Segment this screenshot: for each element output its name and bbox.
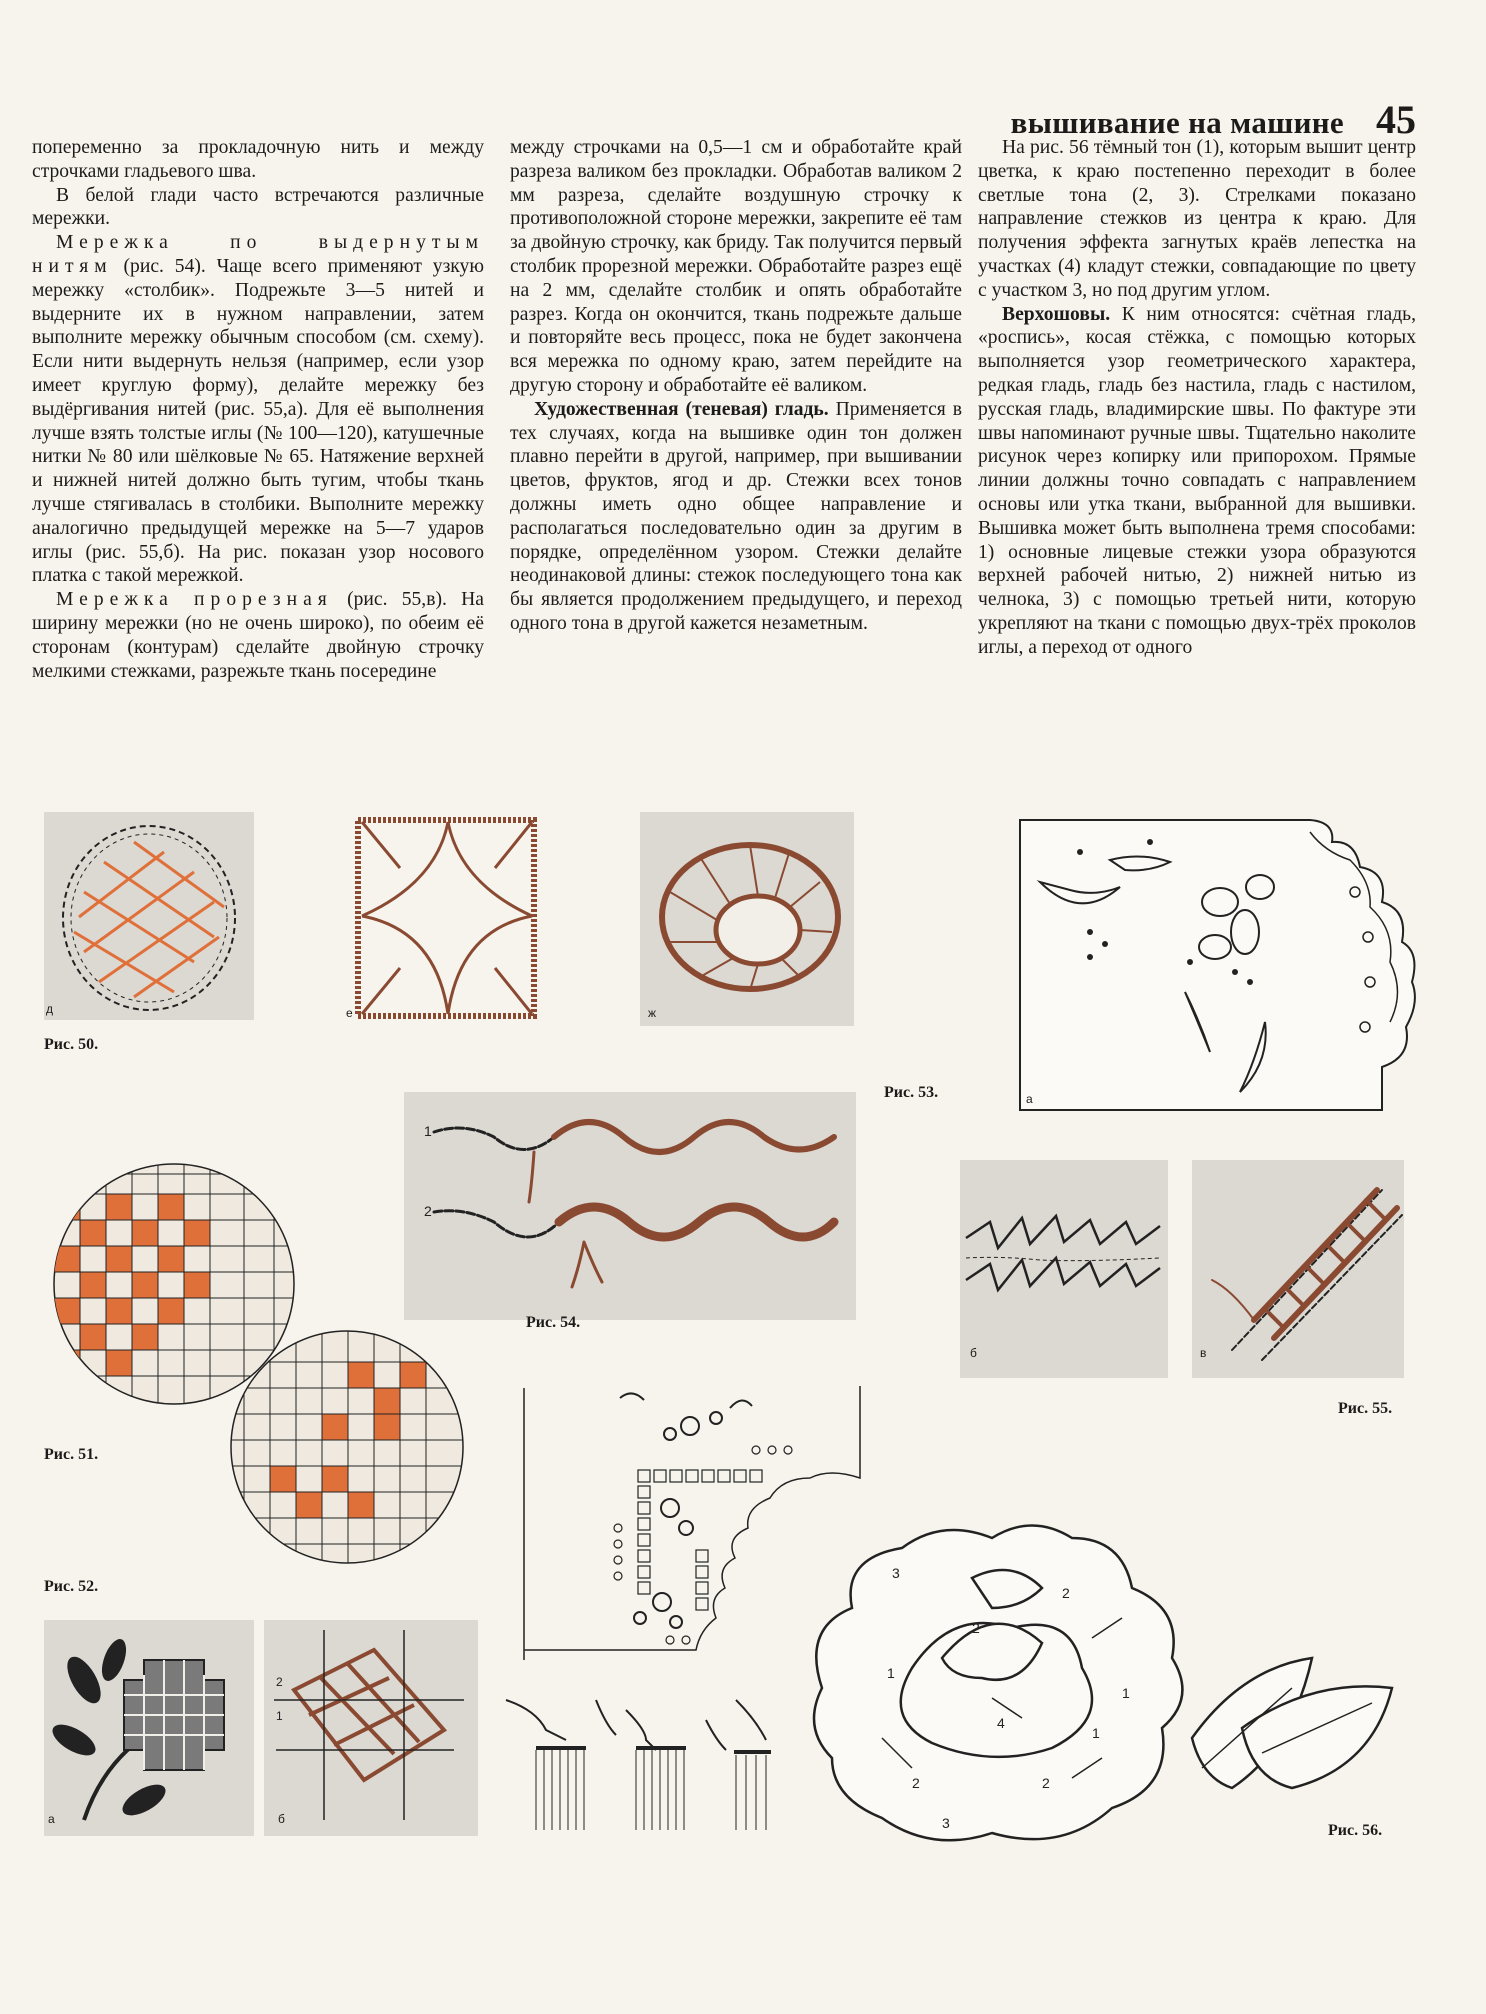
figure-caption: Рис. 53. xyxy=(884,1084,939,1101)
figure-52b-label-2: 2 xyxy=(276,1675,283,1689)
figure-52-checker-circle xyxy=(222,1322,472,1572)
rose-tone-label: 3 xyxy=(942,1815,950,1831)
figure-50d-oval-lattice xyxy=(44,812,254,1020)
term-heading: Верхошовы. xyxy=(1002,303,1111,325)
figure-54-label-2: 2 xyxy=(424,1203,432,1219)
figure-52b-brown-lattice xyxy=(264,1620,478,1836)
figure-52b-label-1: 1 xyxy=(276,1709,283,1723)
figure-letter: в xyxy=(1200,1346,1207,1360)
paragraph xyxy=(510,398,962,636)
rose-tone-label: 2 xyxy=(1042,1775,1050,1791)
figure-54-label-1: 1 xyxy=(424,1123,432,1139)
figure-53a-handkerchief-corner xyxy=(1010,812,1420,1114)
term-heading: Мережка прорезная xyxy=(56,589,333,611)
figure-caption: Рис. 51. xyxy=(44,1446,99,1463)
figure-caption: Рис. 56. xyxy=(1328,1822,1383,1839)
rose-tone-label: 2 xyxy=(912,1775,920,1791)
figure-52a-leaf-lattice xyxy=(44,1620,254,1836)
figure-55b-zigzag-mesh xyxy=(960,1160,1168,1378)
paragraph: между строчками на 0,5—1 см и обработайте край разреза валиком без прокладки. Обработав валиком 2 мм разреза, сделайте воздушную строчку к противоположной стороне мережки, закрепите её там за двойную строчку, как бриду. Так получится первый столбик прорезной мережки. Обработайте разрез ещё на 2 мм, сделайте столбик и опять обработайте разрез. Когда он окончится, ткань подрежьте дальше и повторяйте весь процесс, пока не будет закончена вся мережка по одному краю, затем перейдите на другую сторону и обработайте её валиком. xyxy=(510,137,962,396)
rose-tone-label: 1 xyxy=(1092,1725,1100,1741)
paragraph xyxy=(978,303,1416,660)
term-heading: Художественная (теневая) гладь. xyxy=(534,398,829,420)
text-column-3 xyxy=(978,136,1416,660)
figure-letter: д xyxy=(46,1002,54,1016)
figure-stitch-diagram xyxy=(496,1680,786,1830)
figure-letter: е xyxy=(346,1006,353,1020)
paragraph xyxy=(32,231,484,588)
figure-letter: б xyxy=(278,1812,285,1826)
figure-caption: Рис. 50. xyxy=(44,1036,99,1053)
paragraph-text: (рис. 54). Чаще всего применяют узкую мережку «столбик». Подрежьте 3—5 нитей и выдерните их в нужном направлении, затем выполните мережку обычным способом (см. схему). Если нити выдернуть нельзя (например, если узор имеет круглую форму), делайте мережку без выдёргивания нитей (рис. 55,а). Для её выполнения лучше взять толстые иглы (№ 100—120), катушечные нитки № 80 или шёлковые № 65. Натяжение верхней и нижней нитей должно быть тугим, чтобы ткань лучше стягивалась в столбики. Выполните мережку аналогично предыдущей мережке на 5—7 ударов иглы (рис. 55,б). На рис. показан узор носового платка с такой мережкой. xyxy=(32,255,484,587)
paragraph xyxy=(32,588,484,683)
paragraph-text: (рис. 55,в). На ширину мережки (но не очень широко), по обеим её сторонам (контурам) сделайте двойную строчку мелкими стежками, разрежьте ткань посередине xyxy=(32,589,484,682)
figure-caption: Рис. 54. xyxy=(526,1314,581,1331)
rose-tone-label: 1 xyxy=(1122,1685,1130,1701)
text-column-1 xyxy=(32,136,484,683)
figure-letter: а xyxy=(48,1812,55,1826)
rose-tone-label: 4 xyxy=(997,1715,1005,1731)
rose-tone-label: 1 xyxy=(887,1665,895,1681)
page-number: 45 xyxy=(1376,97,1416,142)
term-heading: Мережка по выдернутым нитям xyxy=(32,232,484,277)
paragraph: попеременно за прокладочную нить и между строчками гладьевого шва. xyxy=(32,137,484,182)
paragraph: В белой глади часто встречаются различные мережки. xyxy=(32,184,484,230)
figure-letter: ж xyxy=(648,1006,657,1020)
figure-54-zigzag-seams xyxy=(404,1092,856,1320)
text-column-2 xyxy=(510,136,962,636)
paragraph-text: Применяется в тех случаях, когда на вышивке один тон должен плавно перейти в другой, например, при вышивании цветов, фруктов, ягод и др. Стежки всех тонов должны иметь одно общее направление и располагаться последовательно один за другим в порядке, определённом узором. Стежки делайте неодинаковой длины: стежок последующего тона как бы является продолжением предыдущего, и переход одного тона в другой кажется незаметным. xyxy=(510,398,962,634)
figure-50zh-wheel xyxy=(640,812,854,1026)
figure-55v-ladder-seam xyxy=(1192,1160,1404,1378)
paragraph: На рис. 56 тёмный тон (1), которым вышит центр цветка, к краю постепенно переходит в более светлые тона (2, 3). Стрелками показано направление стежков из центра к краю. Для получения эффекта загнутых краёв лепестка на участках (4) кладут стежки, совпадающие по цвету с участком 3, но под другим углом. xyxy=(978,137,1416,301)
rose-tone-label: 3 xyxy=(892,1565,900,1581)
paragraph-text: К ним относятся: счётная гладь, «роспись», косая стёжка, с помощью которых выполняется узор геометрического характера, редкая гладь, гладь без настила, гладь с настилом, русская гладь, владимирские швы. По фактуре эти швы напоминают ручные швы. Тщательно наколите рисунок через копирку или припорохом. Прямые линии должны точно совпадать с направлением основы или утка ткани, выбранной для вышивки. Вышивка может быть выполнена тремя способами: 1) основные лицевые стежки узора образуются верхней рабочей нитью, 2) нижней нитью из челнока, 3) с помощью третьей нити, которую укрепляют на ткани с помощью двух-трёх проколов иглы, а переход от одного xyxy=(978,303,1416,658)
figure-caption: Рис. 52. xyxy=(44,1578,99,1595)
rose-tone-label: 2 xyxy=(1062,1585,1070,1601)
section-title: вышивание на машине xyxy=(1010,105,1344,140)
rose-tone-label: 2 xyxy=(972,1620,980,1636)
figure-letter: а xyxy=(1026,1092,1033,1106)
figure-letter: б xyxy=(970,1346,977,1360)
figure-56-rose xyxy=(792,1518,1412,1858)
figure-50e-square-net xyxy=(340,808,550,1026)
figure-caption: Рис. 55. xyxy=(1338,1400,1393,1417)
